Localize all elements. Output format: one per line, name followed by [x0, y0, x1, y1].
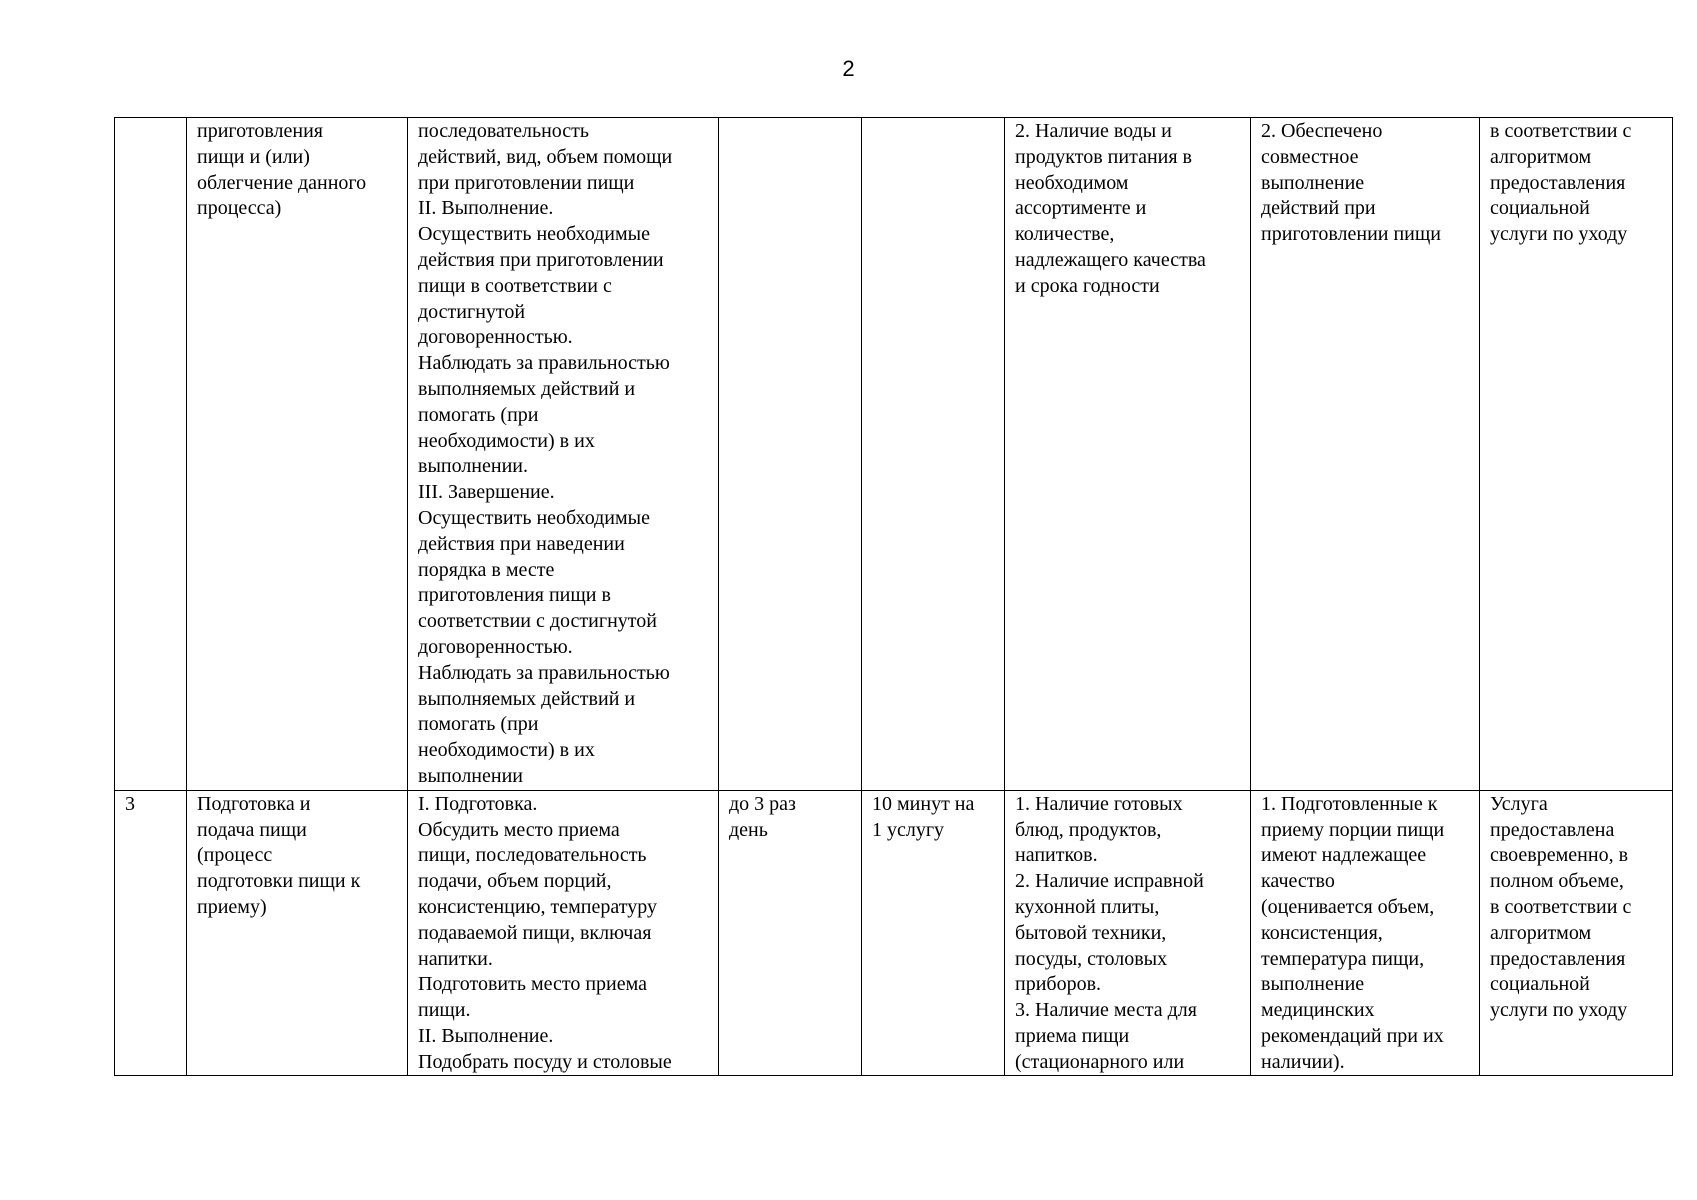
service-conditions-cell — [1005, 118, 1251, 791]
row-number-cell — [115, 118, 187, 791]
row-number-cell — [115, 790, 187, 1076]
service-conditions-cell — [1005, 790, 1251, 1076]
service-time-cell — [862, 118, 1005, 791]
service-assessment: в соответствии с алгоритмом предоставления социальной услуги по уходу — [1490, 120, 1632, 246]
service-name-cell — [187, 118, 408, 791]
service-description-cell — [408, 790, 719, 1076]
service-time-cell — [862, 790, 1005, 1076]
service-time: 10 минут на 1 услугу — [872, 792, 975, 841]
service-name-cell — [187, 790, 408, 1076]
service-frequency-cell — [719, 118, 862, 791]
service-frequency: до 3 раз день — [729, 792, 796, 841]
service-name: Подготовка и подача пищи (процесс подготовки пищи к приему) — [197, 792, 361, 918]
service-frequency-cell — [719, 790, 862, 1076]
service-results: 1. Подготовленные к приему порции пищи имеют надлежащее качество (оценивается объем, консистенция, температура пищи, выполнение медицинских рекомендаций при их наличии). — [1261, 792, 1445, 1073]
service-conditions: 2. Наличие воды и продуктов питания в необходимом ассортименте и количестве, надлежащего качества и срока годности — [1015, 120, 1206, 297]
service-description: последовательность действий, вид, объем помощи при приготовлении пищи II. Выполнение. Осуществить необходимые действия при приготовлении пищи в соответствии с достигнутой договоренностью. Наблюдать за правильностью выполняемых действий и помогать (при необходимости) в их выполнении. III. Завершение. Осуществить необходимые действия при наведении порядка в месте приготовления пищи в соответствии с достигнутой договоренностью. Наблюдать за правильностью выполняемых действий и помогать (при необходимости) в их выполнении — [418, 120, 673, 787]
services-table — [114, 117, 1673, 1076]
row-number: 3 — [125, 792, 135, 815]
service-conditions: 1. Наличие готовых блюд, продуктов, напитков. 2. Наличие исправной кухонной плиты, бытовой техники, посуды, столовых приборов. 3. Наличие места для приема пищи (стационарного или — [1015, 792, 1204, 1073]
service-results: 2. Обеспечено совместное выполнение действий при приготовлении пищи — [1261, 120, 1441, 246]
page-number: 2 — [842, 56, 855, 81]
service-results-cell — [1251, 790, 1480, 1076]
service-assessment-cell — [1480, 118, 1673, 791]
table-row — [115, 790, 1673, 1076]
service-results-cell — [1251, 118, 1480, 791]
service-assessment: Услуга предоставлена своевременно, в полном объеме, в соответствии с алгоритмом предоставления социальной услуги по уходу — [1490, 792, 1632, 1022]
service-description: I. Подготовка. Обсудить место приема пищи, последовательность подачи, объем порций, консистенцию, температуру подаваемой пищи, включая напитки. Подготовить место приема пищи. II. Выполнение. Подобрать посуду и столовые — [418, 792, 672, 1073]
service-description-cell — [408, 118, 719, 791]
service-name: приготовления пищи и (или) облегчение данного процесса) — [197, 120, 367, 220]
service-assessment-cell — [1480, 790, 1673, 1076]
table-row — [115, 118, 1673, 791]
